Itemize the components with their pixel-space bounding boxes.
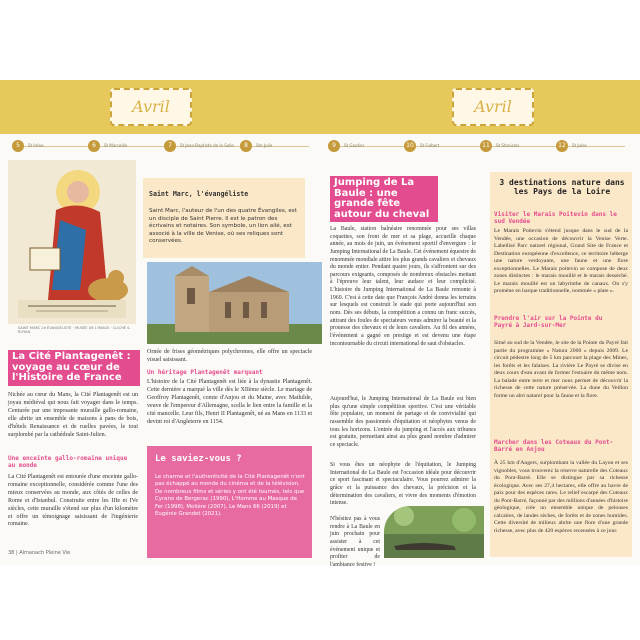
pointe-subtitle: Prendre l'air sur la Pointe du Payré à Jard-sur-Mer: [494, 315, 603, 329]
jumping-text-2: Aujourd'hui, le Jumping International de La Baule est bien plus qu'une simple compétition sportive. C'est une véritable fête populaire, un moment de partage et de convivialité qui rassemble des passionnés d'équitation et néophytes venus de tous les horizons. L'entrée du jumping et l'accès aux tribunes est gratuite, permettant ainsi au plus grand nombre d'admirer ce spectacle.: [330, 396, 476, 448]
saviez-vous-text: Le charme et l'authenticité de la Cité Plantagenêt n'ont pas échappé au monde du cinéma et de la télévision. De nombreux films et séries y ont été tournés, tels que Cyrano de Bergerac (1990), L'Homme au Masque de Fer (1998), Molière (2007), Le Mans 66 (2019) et Eugénie Grandet (2021).: [155, 474, 305, 518]
saviez-vous-title: Le saviez-vous ?: [155, 454, 242, 464]
timeline-day-number: 6: [88, 140, 100, 152]
enceinte-subtitle: Une enceinte gallo-romaine unique au monde: [8, 455, 128, 469]
timeline-saint-name: St Gautier: [344, 143, 365, 148]
saviez-vous-box: [147, 446, 312, 558]
saint-marc-text: Saint Marc, l'auteur de l'un des quatre Évangiles, est un disciple de Saint Pierre. Il est le patron des écrivains et notaires. Son symbole, un lion ailé, est associé à la ville de Venise, où ses reliques sont conservées.: [149, 208, 297, 245]
saint-marc-illustration: [8, 160, 136, 324]
header-band: [0, 80, 640, 134]
timeline-saint-name: St Jean-Baptiste de la Salle: [180, 143, 234, 148]
month-banner-left: Avril: [110, 88, 192, 126]
destinations-title: 3 destinations nature dans les Pays de la Loire: [499, 178, 625, 197]
timeline-day-number: 10: [404, 140, 416, 152]
jumping-title: Jumping de La Baule : une grande fête autour du cheval: [330, 176, 438, 222]
timeline-day-number: 11: [480, 140, 492, 152]
timeline-saint-name: St Jules: [572, 143, 587, 148]
timeline-saint-name: St Fulbert: [420, 143, 440, 148]
jumping-text-4: N'hésitez pas à vous rendre à La Baule en juin prochain pour assister à cet événement unique et profiter de l'ambiance festive !: [330, 516, 380, 568]
month-banner-right: Avril: [452, 88, 534, 126]
timeline-day-number: 5: [12, 140, 24, 152]
cathedral-text: Ornée de frises géométriques polychromes, elle offre un spectacle visuel saisissant.: [147, 349, 312, 363]
enceinte-text: La Cité Plantagenêt est entourée d'une enceinte gallo-romaine exceptionnelle, considérée comme l'une des mieux conservées au monde, aux côtés de celles de Rome et d'Istanbul. Construite entre les IIIe et IVe siècles, cette muraille s'étend sur plus d'un kilomètre et offre un témoignage saisissant de l'ingénierie romaine.: [8, 474, 138, 528]
jumping-text-1: La Baule, station balnéaire renommée pour ses villas coquettes, son front de mer et sa plage, accueille chaque année, au mois de juin, un événement sportif d'envergure : le Jumping International de La Baule. Cet événement équestre de renommée mondiale attire les plus grands cavaliers et chevaux du monde entier. Pendant quatre jours, ils s'affrontent sur des parcours exigeants, composés de nombreux obstacles mettant à l'épreuve leur talent, leur audace et leur complicité. L'histoire du Jumping International de La Baule remonte à 1960. C'est à cette date que François André donna les terrains sur lesquels est construit le stade qui porte aujourd'hui son nom. Dès ses débuts, la compétition a connu un franc succès, attirant des foules de spectateurs venus admirer la beauté et la prouesse des chevaux et de leurs cavaliers. Au fil des années, l'événement a gagné en prestige et est devenu une étape incontournable du circuit international de saut d'obstacles.: [330, 226, 476, 347]
timeline-saint-name: St Stanislas: [496, 143, 520, 148]
coteaux-subtitle: Marcher dans les Coteaux du Pont-Barré en Anjou: [494, 439, 614, 453]
timeline-saint-name: St Irène: [28, 143, 44, 148]
pointe-text: Situé au sud de la Vendée, le site de la Pointe du Payré fait partie du programme « Natura 2000 » depuis 2009. Le circuit pédestre long de 5 km parcourt la plage des Mines, les forêts et les falaises. La rivière Le Payré se divise en deux cours d'eau avant de former l'estuaire du même nom. La balade entre terre et mer nous permet de découvrir la richesse de cette nature préservée. La dune du Veillon forme un abri naturel pour la faune et la flore.: [494, 340, 628, 399]
heritage-text: L'histoire de la Cité Plantagenêt est liée à la dynastie Plantagenêt. Cette dernière a marqué la ville dès le XIIème siècle. Le mariage de Geoffroy Plantagenêt, comte d'Anjou et du Maine, avec Mathilde, veuve de l'empereur d'Allemagne, scella le lien entre la famille et la cité mancelle. Leur fils, Henri II Plantagenêt, né au Mans en 1133 et devint roi d'Angleterre en 1154.: [147, 379, 312, 425]
jumping-text-3: Si vous êtes un néophyte de l'équitation, le Jumping International de La Baule est l'occasion idéale pour découvrir ce sport fascinant et spectaculaire. Vous pourrez admirer la grâce et la puissance des chevaux, la précision et la détermination des cavaliers, et vivre des moments d'émotion intense.: [330, 462, 476, 507]
coteaux-text: À 25 km d'Angers, surplombant la vallée du Layon et ses vignobles, vous trouverez la réserve naturelle des Coteaux du Pont-Barré. Elle se distingue par sa richesse écologique. Avec ses 27,4 hectares, elle offre au havre de paix pour des espèces rares. Le relief escarpé des Coteaux du Pont-Barré, façonné par des millions d'années d'histoire géologique, crée un ensemble unique de pelouses calcaires, de landes sèches, de forêts et de zones humides. Cette diversité de milieux abrite une flore d'une grande richesse, avec plus de 420 espèces recensées à ce jour.: [494, 460, 628, 534]
saint-marc-box: [143, 178, 305, 258]
page-folio: 38 | Almanach Pleine Vie: [8, 550, 71, 556]
marais-text: Le Marais Poitevin s'étend jusque dans le sud de la Vendée, une occasion de découvrir la Venise Verte. Labellisé Parc naturel régional, Grand Site de France et Destination européenne d'excellence, ce territoire héberge une nature verdoyante, une faune et une flore exceptionnelles. Le Marais poitevin se compose de deux zones distinctes : le marais mouillé et le marais desséché. Le marais mouillé est un labyrinthe de canaux. On s'y promène en barque traditionnelle, nommée « plate ».: [494, 228, 628, 295]
illustration-caption: SAINT MARC 2e ÉVANGÉLISTE · MUSÉE DE L'IMAGE · CLICHÉ S. ROYAN: [18, 326, 131, 334]
cathedral-photo: [147, 262, 322, 344]
timeline-day-number: 8: [240, 140, 252, 152]
marais-subtitle: Visiter le Marais Poitevin dans le sud Vendée: [494, 211, 617, 225]
timeline-day-number: 9: [328, 140, 340, 152]
cite-plantagenet-title: La Cité Plantagenêt : voyage au cœur de l'Histoire de France: [8, 350, 140, 386]
timeline-day-number: 7: [164, 140, 176, 152]
marsh-photo: [384, 506, 484, 558]
timeline-saint-name: St Marcellin: [104, 143, 128, 148]
timeline-day-number: 12: [556, 140, 568, 152]
saint-marc-title: Saint Marc, l'évangéliste: [149, 190, 249, 198]
heritage-subtitle: Un héritage Plantagenêt marquant: [147, 369, 263, 376]
timeline-saint-name: Ste Julie: [256, 143, 273, 148]
cite-intro-text: Nichée au cœur du Mans, la Cité Plantagenêt est un joyau médiéval qui nous fait voyager dans le temps. Centurée par une imposante muraille gallo-romaine, elle abrite un ensemble de maisons à pans de bois, d'hôtels Renaissance et de ruelles pavées, le tout surplombé par la cathédrale Saint-Julien.: [8, 392, 138, 438]
